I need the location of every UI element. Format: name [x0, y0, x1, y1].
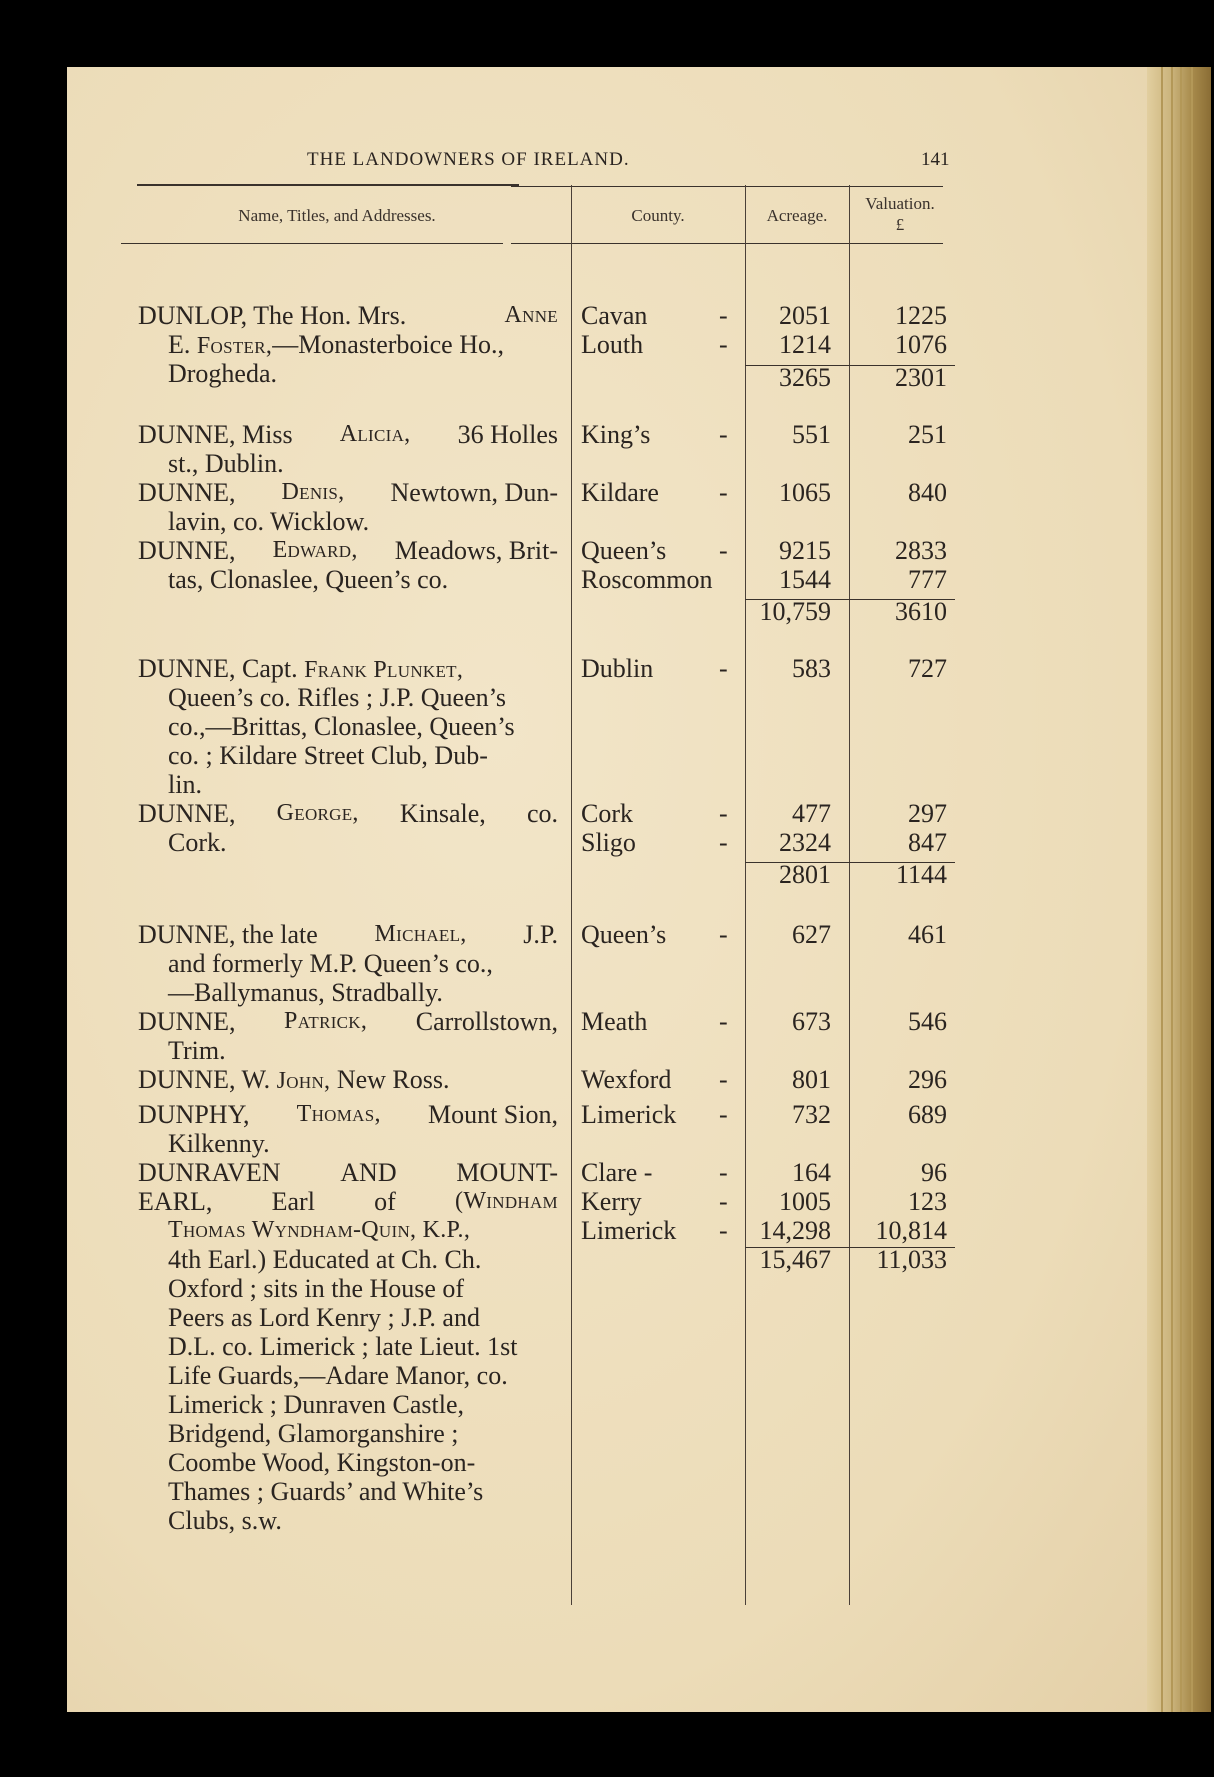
- entry-forename: Edward,: [272, 537, 358, 563]
- entry-address: co. ; Kildare Street Club, Dub-: [168, 741, 488, 770]
- dash: -: [719, 330, 728, 359]
- entry-surname: Foster,: [196, 333, 273, 359]
- acreage-cell: 583: [792, 654, 831, 683]
- entry-name: DUNRAVEN: [138, 1158, 281, 1187]
- entry-description: 4th Earl.) Educated at Ch. Ch.: [168, 1245, 482, 1274]
- dash: -: [719, 920, 728, 949]
- entry-forename: Denis,: [281, 479, 345, 505]
- acreage-cell: 732: [792, 1100, 831, 1129]
- divider-name-county: [571, 185, 572, 1605]
- entry-address: —Monasterboice Ho.,: [272, 330, 504, 359]
- acreage-cell: 9215: [779, 536, 831, 565]
- entry-address: Thames ; Guards’ and White’s: [168, 1477, 484, 1506]
- county-cell: King’s: [581, 420, 651, 449]
- acreage-cell: 477: [792, 799, 831, 828]
- divider-acreage-valuation: [849, 185, 850, 1605]
- county-cell: Queen’s: [581, 920, 667, 949]
- acreage-cell: 627: [792, 920, 831, 949]
- dash: -: [719, 301, 728, 330]
- valuation-cell: 123: [908, 1187, 947, 1216]
- header-bottom-rule: [121, 243, 503, 244]
- acreage-cell: 1005: [779, 1187, 831, 1216]
- entry-address: Clubs, s.w.: [168, 1506, 282, 1535]
- running-head: THE LANDOWNERS OF IRELAND.: [307, 149, 630, 170]
- dash: -: [719, 799, 728, 828]
- valuation-cell: 461: [908, 920, 947, 949]
- entry-address: co.: [526, 799, 558, 828]
- valuation-cell: 1076: [895, 330, 947, 359]
- county-cell: Cavan: [581, 301, 648, 330]
- entry-address: tas, Clonaslee, Queen’s co.: [168, 565, 449, 594]
- entry-forename: (Windham: [455, 1188, 558, 1214]
- acreage-cell: 2051: [779, 301, 831, 330]
- entry-text: E.: [168, 330, 191, 359]
- dash: -: [719, 478, 728, 507]
- valuation-cell: 296: [908, 1065, 947, 1094]
- county-cell: Sligo: [581, 828, 636, 857]
- header-acreage: Acreage.: [766, 206, 828, 225]
- entry-name: MOUNT-: [456, 1158, 558, 1187]
- entry-description: and formerly M.P. Queen’s co.,: [168, 949, 493, 978]
- entry-address: st., Dublin.: [168, 449, 284, 478]
- valuation-cell: 10,814: [875, 1216, 947, 1245]
- acreage-total: 3265: [779, 363, 831, 392]
- valuation-cell: 1225: [895, 301, 947, 330]
- entry-address: Trim.: [168, 1036, 226, 1065]
- entry-title: Earl: [271, 1187, 315, 1216]
- acreage-cell: 2324: [779, 828, 831, 857]
- acreage-cell: 1544: [779, 565, 831, 594]
- county-cell: Cork: [581, 799, 633, 828]
- dash: -: [719, 1216, 728, 1245]
- dash: -: [719, 828, 728, 857]
- dash: -: [719, 1065, 728, 1094]
- acreage-cell: 673: [792, 1007, 831, 1036]
- valuation-cell: 251: [908, 420, 947, 449]
- entry-title: of: [374, 1187, 396, 1216]
- acreage-cell: 551: [792, 420, 831, 449]
- county-cell: Kerry: [581, 1187, 642, 1216]
- entry-address: Life Guards,—Adare Manor, co.: [168, 1361, 508, 1390]
- book-page: [67, 67, 1147, 1712]
- dash: -: [719, 1158, 728, 1187]
- acreage-total: 10,759: [759, 597, 831, 626]
- header-valuation: Valuation.: [865, 194, 935, 213]
- dash: -: [719, 1100, 728, 1129]
- valuation-cell: 546: [908, 1007, 947, 1036]
- valuation-cell: 840: [908, 478, 947, 507]
- entry-forename: Alicia,: [339, 421, 411, 447]
- entry-address: New Ross.: [336, 1065, 450, 1094]
- entry-name: DUNNE,: [138, 799, 236, 828]
- county-cell: Queen’s: [581, 536, 667, 565]
- valuation-cell: 2833: [895, 536, 947, 565]
- entry-name: DUNNE, Capt.: [138, 654, 298, 683]
- acreage-cell: 1065: [779, 478, 831, 507]
- entry-address: co.,—Brittas, Clonaslee, Queen’s: [168, 712, 515, 741]
- header-top-rule: [137, 184, 519, 186]
- acreage-total: 2801: [779, 860, 831, 889]
- acreage-cell: 164: [792, 1158, 831, 1187]
- entry-name: DUNNE,: [138, 478, 236, 507]
- entry-forename: Michael,: [374, 921, 467, 947]
- acreage-cell: 1214: [779, 330, 831, 359]
- acreage-cell: 14,298: [759, 1216, 831, 1245]
- entry-address: Drogheda.: [168, 359, 278, 388]
- valuation-cell: 689: [908, 1100, 947, 1129]
- dash: -: [719, 536, 728, 565]
- entry-address: Bridgend, Glamorganshire ;: [168, 1419, 459, 1448]
- valuation-total: 1144: [895, 860, 947, 889]
- entry-forename: Frank Plunket,: [304, 657, 464, 683]
- header-valuation-unit: £: [895, 215, 905, 234]
- entry-address: lin.: [168, 770, 202, 799]
- valuation-total: 3610: [895, 597, 947, 626]
- entry-forename: Thomas,: [296, 1101, 381, 1127]
- entry-address: Kinsale,: [399, 799, 486, 828]
- entry-address: Cork.: [168, 828, 227, 857]
- header-bottom-rule-right: [511, 243, 943, 244]
- entry-address: Carrollstown,: [415, 1007, 558, 1036]
- valuation-cell: 297: [908, 799, 947, 828]
- valuation-cell: 727: [908, 654, 947, 683]
- county-cell: Clare -: [581, 1158, 653, 1187]
- entry-address: Kilkenny.: [168, 1129, 270, 1158]
- county-cell: Dublin: [581, 654, 654, 683]
- header-top-rule-right: [511, 186, 943, 187]
- entry-forename: Anne: [504, 302, 558, 328]
- entry-address: Mount Sion,: [427, 1100, 558, 1129]
- entry-description: D.L. co. Limerick ; late Lieut. 1st: [168, 1332, 518, 1361]
- entry-address: Meadows, Brit-: [394, 536, 558, 565]
- valuation-cell: 847: [908, 828, 947, 857]
- county-cell: Louth: [581, 330, 644, 359]
- entry-address: lavin, co. Wicklow.: [168, 507, 370, 536]
- entry-name: DUNNE, the late: [138, 920, 318, 949]
- dash: -: [719, 1007, 728, 1036]
- entry-description: Oxford ; sits in the House of: [168, 1274, 465, 1303]
- acreage-cell: 801: [792, 1065, 831, 1094]
- entry-name: DUNNE,: [138, 536, 236, 565]
- entry-name: DUNLOP, The Hon. Mrs.: [138, 301, 407, 330]
- header-county: County.: [631, 206, 685, 225]
- county-cell: Limerick: [581, 1216, 677, 1245]
- entry-forename: Thomas Wyndham-Quin, K.P.,: [168, 1217, 471, 1243]
- entry-description: Queen’s co. Rifles ; J.P. Queen’s: [168, 683, 506, 712]
- entry-description: Peers as Lord Kenry ; J.P. and: [168, 1303, 480, 1332]
- valuation-total: 11,033: [876, 1245, 947, 1274]
- entry-name: AND: [340, 1158, 397, 1187]
- acreage-total: 15,467: [759, 1245, 831, 1274]
- county-cell: Kildare: [581, 478, 659, 507]
- entry-name: DUNNE, W.: [138, 1065, 271, 1094]
- entry-forename: Patrick,: [284, 1008, 368, 1034]
- divider-county-acreage: [745, 185, 746, 1605]
- county-cell: Roscommon: [581, 565, 713, 594]
- valuation-total: 2301: [895, 363, 947, 392]
- entry-forename: John,: [276, 1068, 331, 1094]
- valuation-cell: 777: [908, 565, 947, 594]
- entry-name: EARL,: [138, 1187, 213, 1216]
- dash: -: [719, 1187, 728, 1216]
- entry-address: 36 Holles: [457, 420, 558, 449]
- entry-name: DUNNE, Miss: [138, 420, 293, 449]
- page-edge: [1147, 67, 1211, 1712]
- county-cell: Wexford: [581, 1065, 672, 1094]
- entry-description: J.P.: [523, 920, 558, 949]
- entry-address: —Ballymanus, Stradbally.: [168, 978, 443, 1007]
- entry-address: Limerick ; Dunraven Castle,: [168, 1390, 465, 1419]
- dash: -: [719, 420, 728, 449]
- county-cell: Limerick: [581, 1100, 677, 1129]
- valuation-cell: 96: [921, 1158, 947, 1187]
- header-name: Name, Titles, and Addresses.: [238, 206, 436, 225]
- entry-address: Newtown, Dun-: [390, 478, 558, 507]
- dash: -: [719, 654, 728, 683]
- county-cell: Meath: [581, 1007, 648, 1036]
- entry-forename: George,: [276, 800, 359, 826]
- page-number: 141: [921, 149, 950, 170]
- entry-address: Coombe Wood, Kingston-on-: [168, 1448, 476, 1477]
- entry-name: DUNPHY,: [138, 1100, 250, 1129]
- entry-name: DUNNE,: [138, 1007, 236, 1036]
